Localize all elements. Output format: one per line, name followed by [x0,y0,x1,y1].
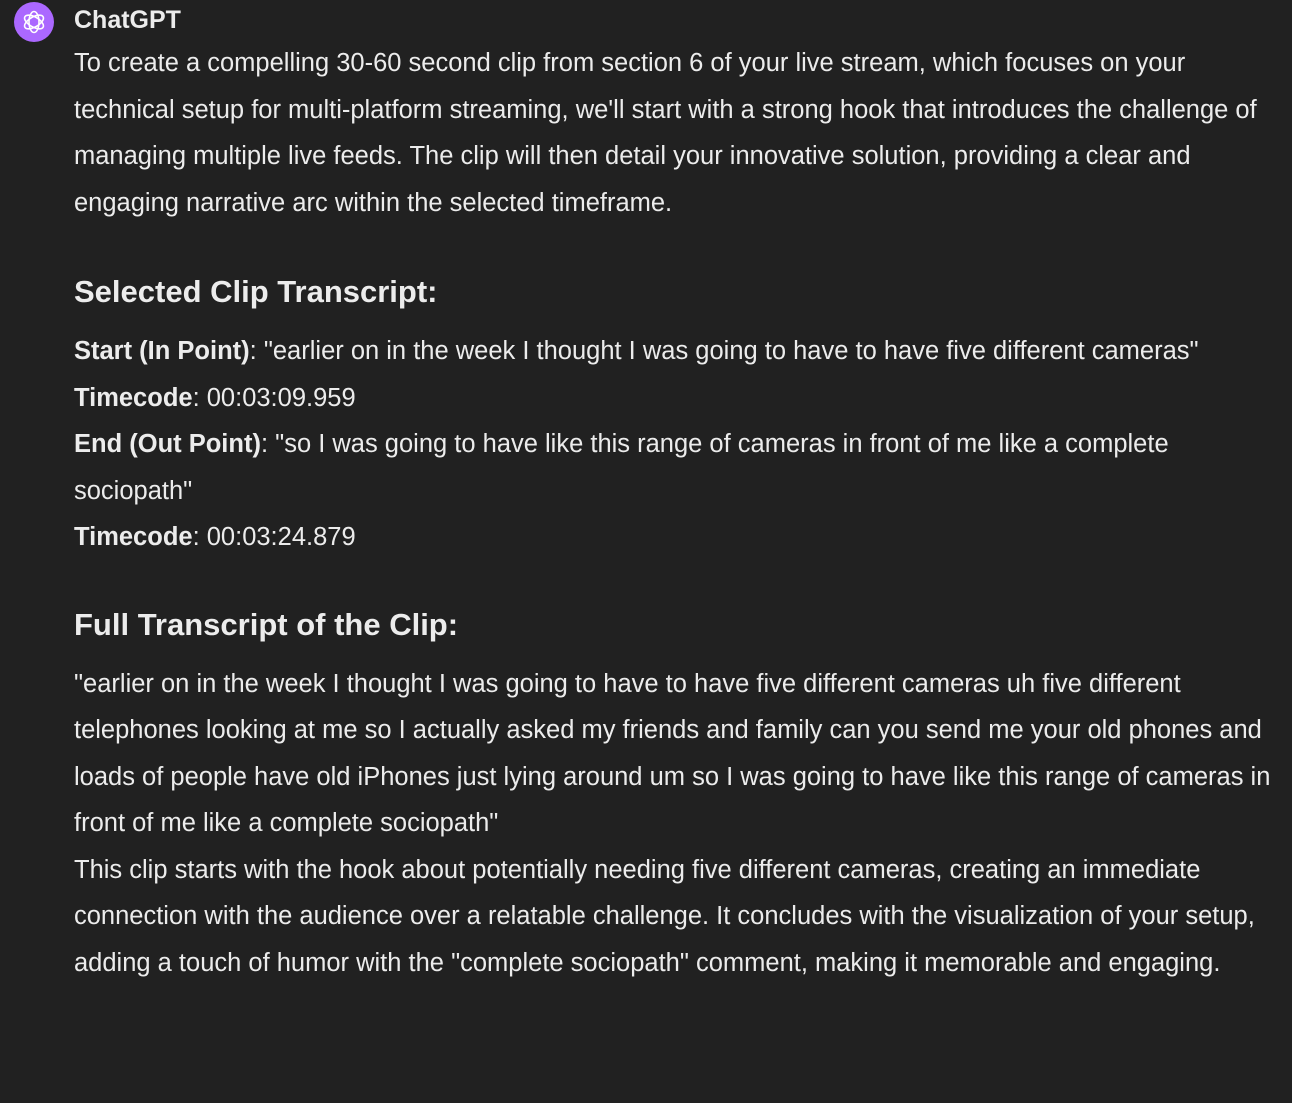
start-timecode-value: : 00:03:09.959 [192,383,356,412]
end-point-line [74,421,1274,514]
start-point-text: : "earlier on in the week I thought I was going to have to have five different cameras" [249,337,1199,365]
end-timecode-line [74,514,1274,561]
full-transcript-paragraph: "earlier on in the week I thought I was going to have to have five different cameras uh five different telephones looking at me so I actually asked my friends and family can you send me your old phones and loads of people have old iPhones just lying around um so I was going to have like this range of cameras in front of me like a complete sociopath" [74,669,1271,837]
start-timecode-line [74,375,1274,422]
end-timecode-value: : 00:03:24.879 [192,523,356,551]
end-point-label: End (Out Point) [74,430,261,458]
start-point-label: Start (In Point) [74,337,250,365]
avatar [14,2,54,42]
end-timecode-label: Timecode [74,523,193,551]
intro-paragraph: To create a compelling 30-60 second clip from section 6 of your live stream, which focuses on your technical setup for multi-platform streaming, we'll start with a strong hook that introduces the challenge of managing multiple live feeds. The clip will then detail your innovative solution, providing a clear and engaging narrative arc within the selected timeframe. [74,49,1257,217]
conclusion-paragraph: This clip starts with the hook about potentially needing five different cameras, creating an immediate connection with the audience over a relatable challenge. It concludes with the visualization of your setup, adding a touch of humor with the "complete sociopath" comment, making it memorable and engaging. [74,855,1255,977]
end-point-text: : "so I was going to have like this range of cameras in front of me like a complete sociopath" [74,430,1169,505]
start-point-line [74,328,1274,375]
assistant-message [74,40,1274,986]
openai-logo-icon [20,8,48,36]
full-transcript-heading: Full Transcript of the Clip: [74,606,459,642]
selected-clip-heading: Selected Clip Transcript: [74,274,438,309]
author-name: ChatGPT [74,6,181,34]
start-timecode-label: Timecode [74,383,193,412]
